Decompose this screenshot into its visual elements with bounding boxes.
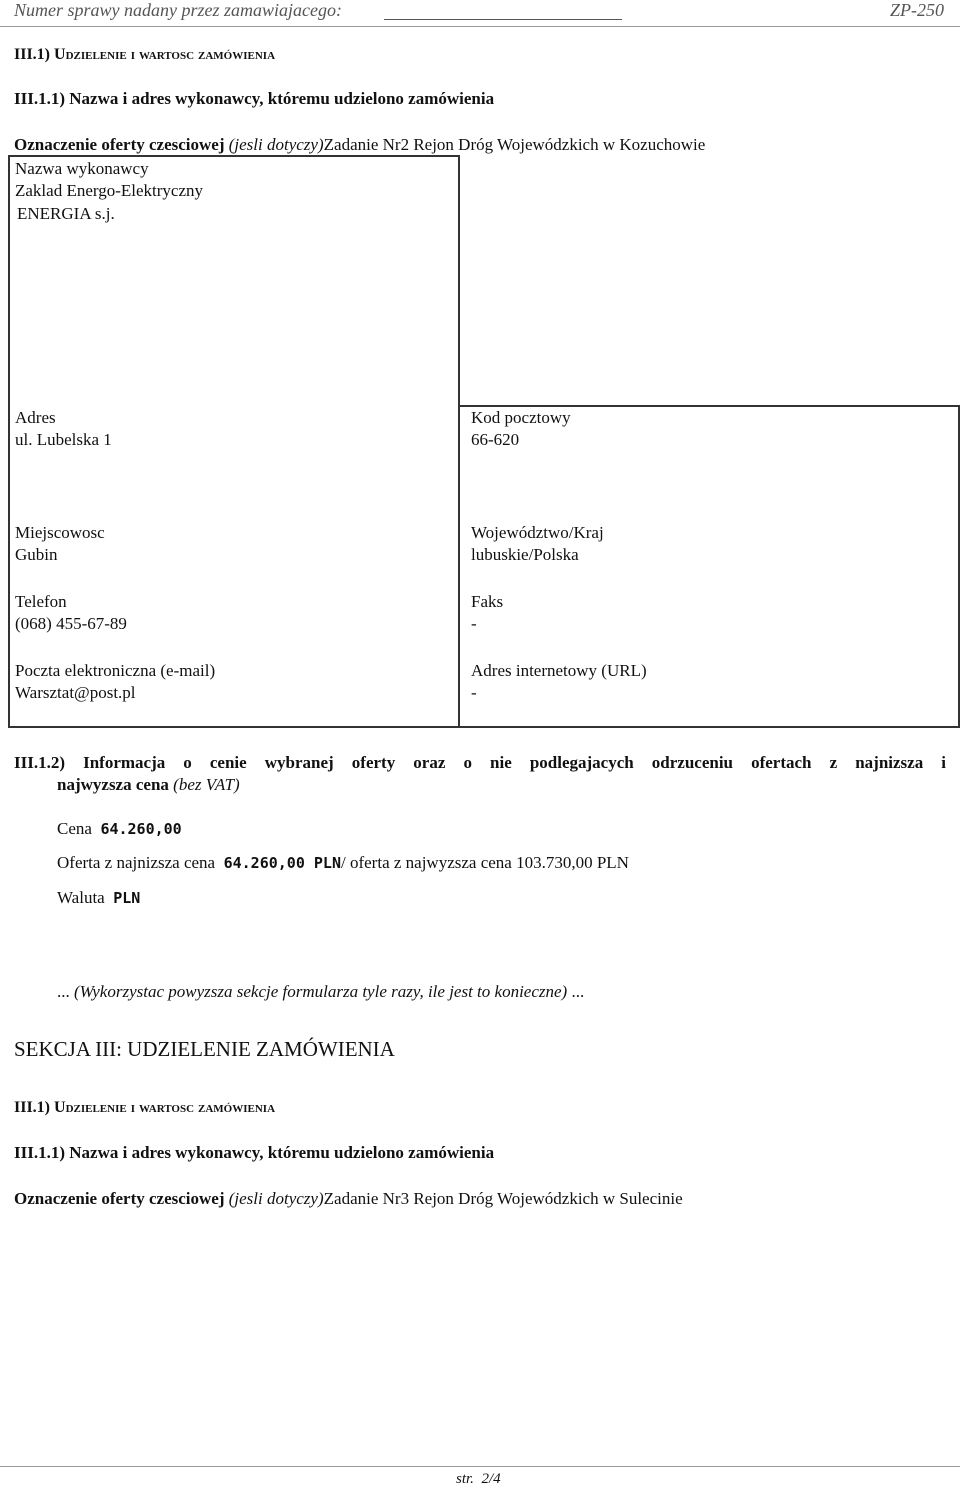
section-title: SEKCJA III: UDZIELENIE ZAMÓWIENIA <box>14 1037 395 1061</box>
address-label: Adres <box>15 408 56 427</box>
region-label: Województwo/Kraj <box>471 523 604 542</box>
box-bottom-border <box>8 726 960 728</box>
price-row: Cena 64.260,00 <box>57 819 182 838</box>
price-info-heading: III.1.2) Informacja o cenie wybranej oferty oraz o nie podlegajacych odrzuceniu ofertach z najnizsza i <box>14 753 946 772</box>
currency-value: PLN <box>113 889 141 907</box>
postcode-label: Kod pocztowy <box>471 408 571 427</box>
case-number-blank-line <box>384 19 622 20</box>
contractor-name-label: Nazwa wykonawcy <box>15 159 149 178</box>
contractor-name-line1: Zaklad Energo-Elektryczny <box>15 181 204 200</box>
region-value: lubuskie/Polska <box>471 545 579 564</box>
box-left-border <box>8 155 10 728</box>
offer-designation: Oznaczenie oferty czesciowej (jesli dotyczy)Zadanie Nr2 Rejon Dróg Wojewódzkich w Kozuchowie <box>14 135 706 154</box>
city-label: Miejscowosc <box>15 523 105 542</box>
section2-contractor-subheading: III.1.1) Nazwa i adres wykonawcy, któremu udzielono zamówienia <box>14 1143 495 1162</box>
section-heading-award-value: III.1) Udzielenie i wartosc zamówienia <box>14 46 276 63</box>
city-value: Gubin <box>15 545 58 564</box>
section2-offer-designation: Oznaczenie oferty czesciowej (jesli dotyczy)Zadanie Nr3 Rejon Dróg Wojewódzkich w Sulecinie <box>14 1189 683 1208</box>
box-top-border <box>8 155 459 157</box>
email-value: Warsztat@post.pl <box>15 683 136 702</box>
highest-price-text: / oferta z najwyzsza cena 103.730,00 PLN <box>341 853 629 872</box>
lowest-price-value: 64.260,00 PLN <box>223 854 341 872</box>
price-value: 64.260,00 <box>100 820 182 838</box>
box-middle-border <box>458 155 460 728</box>
phone-label: Telefon <box>15 592 67 611</box>
box-right-top-border <box>458 405 960 407</box>
currency-row: Waluta PLN <box>57 888 141 907</box>
price-info-heading-cont: najwyzsza cena (bez VAT) <box>57 775 240 794</box>
repeat-note: (Wykorzystac powyzsza sekcje formularza tyle razy, ile jest to konieczne) <box>74 982 568 1001</box>
contractor-subheading: III.1.1) Nazwa i adres wykonawcy, któremu udzielono zamówienia <box>14 89 495 108</box>
repeat-note-row: ... (Wykorzystac powyzsza sekcje formularza tyle razy, ile jest to konieczne) ... <box>57 982 585 1001</box>
email-label: Poczta elektroniczna (e-mail) <box>15 661 216 680</box>
url-label: Adres internetowy (URL) <box>471 661 647 680</box>
contractor-name-line2: ENERGIA s.j. <box>17 204 115 223</box>
address-value: ul. Lubelska 1 <box>15 430 112 449</box>
offer-range-row: Oferta z najnizsza cena 64.260,00 PLN/ oferta z najwyzsza cena 103.730,00 PLN <box>57 853 629 872</box>
case-number-label: Numer sprawy nadany przez zamawiajacego: <box>14 0 342 20</box>
page-number: str. 2/4 <box>456 1471 501 1487</box>
header-divider <box>0 26 960 27</box>
procedure-code: ZP-250 <box>890 0 944 20</box>
footer-divider <box>0 1466 960 1467</box>
phone-value: (068) 455-67-89 <box>15 614 127 633</box>
fax-value: - <box>471 614 477 633</box>
url-value: - <box>471 683 477 702</box>
postcode-value: 66-620 <box>471 430 520 449</box>
fax-label: Faks <box>471 592 504 611</box>
section2-heading-award-value: III.1) Udzielenie i wartosc zamówienia <box>14 1099 276 1116</box>
